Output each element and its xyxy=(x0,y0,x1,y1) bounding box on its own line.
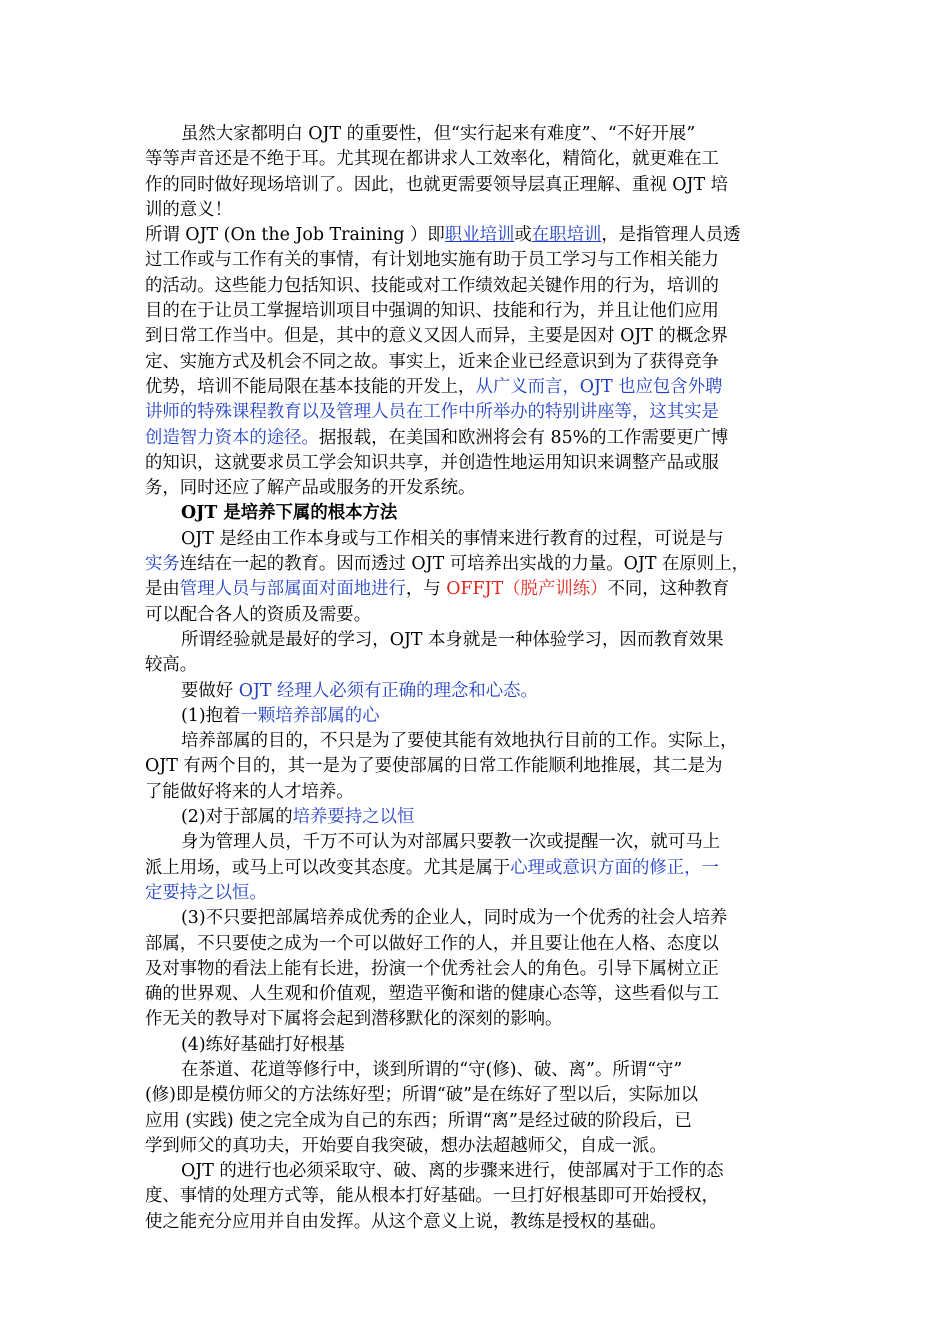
document-body xyxy=(145,122,805,1235)
text-line xyxy=(145,679,805,704)
text-line: 定、实施方式及机会不同之故。事实上，近来企业已经意识到为了获得竞争 xyxy=(145,351,719,372)
text-line xyxy=(145,552,805,577)
text-line: 及对事物的看法上能有长进，扮演一个优秀社会人的角色。引导下属树立正 xyxy=(145,958,719,979)
text-line: (修)即是模仿师父的方法练好型；所谓“破”是在练好了型以后，实际加以 xyxy=(145,1085,699,1106)
text-line: 作无关的教导对下属将会起到潜移默化的深刻的影响。 xyxy=(145,1009,563,1030)
text-line: 培养部属的目的，不只是为了要使其能有效地执行目前的工作。实际上， xyxy=(181,731,738,752)
text-line: 过工作或与工作有关的事情，有计划地实施有助于员工学习与工作相关能力 xyxy=(145,250,719,271)
highlight-text: OJT 经理人必须有正确的理念和心态。 xyxy=(238,680,538,701)
text-line xyxy=(145,223,805,248)
link-vocational-training[interactable]: 职业培训 xyxy=(444,225,515,246)
text-run: ，与 xyxy=(405,579,447,600)
text-line: 可以配合各人的资质及需要。 xyxy=(145,604,372,625)
text-run: 派上用场，或马上可以改变其态度。尤其是属于 xyxy=(145,857,511,878)
text-run: 优势，培训不能局限在基本技能的开发上， xyxy=(145,376,476,397)
highlight-text: 从广义而言，OJT 也应包含外聘 xyxy=(475,376,723,397)
text-run: 连结在一起的教育。因而透过 OJT 可培养出实战的力量。OJT 在原则上， xyxy=(179,554,749,575)
text-line: 目的在于让员工掌握培训项目中强调的知识、技能和行为，并且让他们应用 xyxy=(145,301,719,322)
highlight-text: 讲师的特殊课程教育以及管理人员在工作中所举办的特别讲座等，这其实是 xyxy=(145,402,719,423)
text-line: 训的意义！ xyxy=(145,199,232,220)
paragraph-item-3 xyxy=(145,906,805,1032)
text-line: 作的同时做好现场培训了。因此，也就更需要领导层真正理解、重视 OJT 培 xyxy=(145,174,728,195)
highlight-text: 一颗培养部属的心 xyxy=(240,705,380,726)
text-line: 虽然大家都明白 OJT 的重要性，但“实行起来有难度”、“不好开展” xyxy=(181,124,696,144)
paragraph-ojt-process xyxy=(145,527,805,628)
paragraph-item-2 xyxy=(145,830,805,906)
text-line: 确的世界观、人生观和价值观，塑造平衡和谐的健康心态等，这些看似与工 xyxy=(145,984,719,1005)
highlight-text: 管理人员与部属面对面地进行 xyxy=(179,579,406,600)
text-run: 是由 xyxy=(145,579,180,600)
text-line: OJT 有两个目的，其一是为了要使部属的日常工作能顺利地推展，其二是为 xyxy=(145,756,723,777)
list-item-heading xyxy=(145,805,805,830)
text-run: 不同，这种教育 xyxy=(607,579,730,600)
red-highlight-text: OFFJT（脱产训练） xyxy=(446,579,608,600)
paragraph-experience xyxy=(145,628,805,679)
text-run: 所谓 OJT (On the Job Training ）即 xyxy=(145,225,445,246)
text-run: (1)抱着 xyxy=(181,705,241,726)
text-line: 等等声音还是不绝于耳。尤其现在都讲求人工效率化，精简化，就更难在工 xyxy=(145,149,719,170)
paragraph-intro xyxy=(145,122,805,223)
list-item-heading: (4)练好基础打好根基 xyxy=(181,1034,345,1055)
highlight-text: 定要持之以恒。 xyxy=(145,882,267,903)
text-run: 或 xyxy=(514,225,532,246)
text-line xyxy=(145,856,805,881)
highlight-text: 实务 xyxy=(145,554,180,575)
text-line: 使之能充分应用并自由发挥。从这个意义上说，教练是授权的基础。 xyxy=(145,1211,667,1232)
text-line: 度、事情的处理方式等，能从根本打好基础。一旦打好根基即可开始授权， xyxy=(145,1186,719,1207)
text-line: 在茶道、花道等修行中，谈到所谓的“守(修)、破、离”。所谓“守” xyxy=(181,1059,683,1080)
text-line: 的知识，这就要求员工学会知识共享，并创造性地运用知识来调整产品或服 xyxy=(145,452,719,473)
text-run: 据报载，在美国和欧洲将会有 85%的工作需要更广博 xyxy=(318,427,729,448)
list-item-heading xyxy=(145,704,805,729)
link-on-job-training[interactable]: 在职培训 xyxy=(531,225,602,246)
text-line: 所谓经验就是最好的学习，OJT 本身就是一种体验学习，因而教育效果 xyxy=(181,629,724,650)
text-line: 务，同时还应了解产品或服务的开发系统。 xyxy=(145,478,476,499)
text-run: (2)对于部属的 xyxy=(181,807,293,828)
text-run: ，是指管理人员透 xyxy=(601,225,741,246)
text-line: OJT 的进行也必须采取守、破、离的步骤来进行，使部属对于工作的态 xyxy=(181,1161,724,1182)
text-line: 较高。 xyxy=(145,655,198,676)
text-line xyxy=(145,426,805,451)
highlight-text: 创造智力资本的途径。 xyxy=(145,427,319,448)
text-line: 身为管理人员，千万不可认为对部属只要教一次或提醒一次，就可马上 xyxy=(181,832,721,853)
highlight-text: 培养要持之以恒 xyxy=(292,807,415,828)
text-line: OJT 是经由工作本身或与工作相关的事情来进行教育的过程，可说是与 xyxy=(181,528,724,549)
text-line xyxy=(145,375,805,400)
text-line: 的活动。这些能力包括知识、技能或对工作绩效起关键作用的行为，培训的 xyxy=(145,275,719,296)
text-line: 部属，不只要使之成为一个可以做好工作的人，并且要让他在人格、态度以 xyxy=(145,933,719,954)
text-line xyxy=(145,577,805,602)
text-line: 了能做好将来的人才培养。 xyxy=(145,781,354,802)
paragraph-item-4 xyxy=(145,1058,805,1159)
section-heading: OJT 是培养下属的根本方法 xyxy=(181,503,398,524)
paragraph-item-1 xyxy=(145,729,805,805)
text-line: 应用 (实践) 使之完全成为自己的东西；所谓“离”是经过破的阶段后，已 xyxy=(145,1110,692,1131)
text-line: 学到师父的真功夫，开始要自我突破，想办法超越师父，自成一派。 xyxy=(145,1135,667,1156)
text-line: 到日常工作当中。但是，其中的意义又因人而异，主要是因对 OJT 的概念界 xyxy=(145,326,728,347)
paragraph-conclusion xyxy=(145,1159,805,1235)
paragraph-definition xyxy=(145,223,805,501)
highlight-text: 心理或意识方面的修正，一 xyxy=(510,857,719,878)
text-line: (3)不只要把部属培养成优秀的企业人，同时成为一个优秀的社会人培养 xyxy=(181,908,728,929)
text-run: 要做好 xyxy=(181,680,239,701)
